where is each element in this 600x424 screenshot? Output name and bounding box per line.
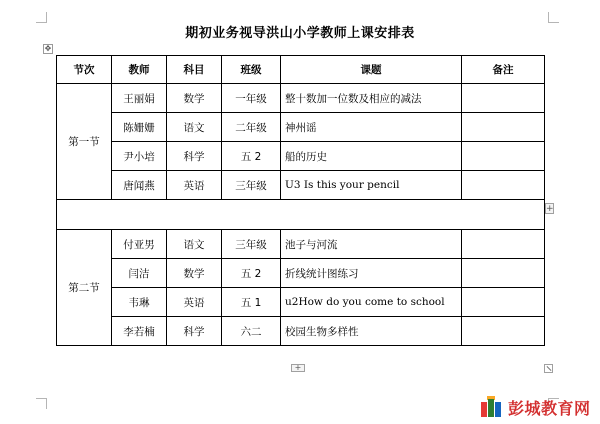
topic-cell: u2How do you come to school bbox=[281, 288, 462, 317]
note-cell bbox=[462, 113, 545, 142]
watermark-text: 彭城教育网 bbox=[508, 398, 591, 418]
teacher-cell: 王丽娟 bbox=[112, 84, 167, 113]
header-class: 班级 bbox=[222, 56, 281, 84]
note-cell bbox=[462, 142, 545, 171]
header-period: 节次 bbox=[57, 56, 112, 84]
topic-cell: 折线统计图练习 bbox=[281, 259, 462, 288]
add-column-plus-icon[interactable]: + bbox=[546, 204, 554, 214]
move-cross-icon[interactable]: ✥ bbox=[44, 44, 52, 53]
teacher-cell: 闫洁 bbox=[112, 259, 167, 288]
teacher-cell: 尹小培 bbox=[112, 142, 167, 171]
class-cell: 三年级 bbox=[222, 171, 281, 200]
class-cell: 三年级 bbox=[222, 230, 281, 259]
subject-cell: 语文 bbox=[167, 230, 222, 259]
table-header-row bbox=[57, 56, 545, 84]
table-row bbox=[57, 230, 545, 259]
resize-icon[interactable] bbox=[544, 364, 553, 373]
topic-cell: 船的历史 bbox=[281, 142, 462, 171]
page-corner-mark-bottom-left bbox=[36, 398, 47, 409]
header-teacher: 教师 bbox=[112, 56, 167, 84]
class-cell: 五 2 bbox=[222, 259, 281, 288]
watermark bbox=[480, 395, 591, 419]
period-cell: 第二节 bbox=[57, 230, 112, 346]
class-cell: 六二 bbox=[222, 317, 281, 346]
class-cell: 二年级 bbox=[222, 113, 281, 142]
subject-cell: 科学 bbox=[167, 142, 222, 171]
note-cell bbox=[462, 288, 545, 317]
subject-cell: 语文 bbox=[167, 113, 222, 142]
class-cell: 一年级 bbox=[222, 84, 281, 113]
teacher-cell: 陈姗姗 bbox=[112, 113, 167, 142]
table-row bbox=[57, 317, 545, 346]
books-logo-icon bbox=[480, 396, 504, 418]
topic-cell: 整十数加一位数及相应的减法 bbox=[281, 84, 462, 113]
period-cell: 第一节 bbox=[57, 84, 112, 200]
topic-cell: U3 Is this your pencil bbox=[281, 171, 462, 200]
note-cell bbox=[462, 230, 545, 259]
document-title: 期初业务视导洪山小学教师上课安排表 bbox=[185, 26, 415, 41]
subject-cell: 英语 bbox=[167, 288, 222, 317]
subject-cell: 科学 bbox=[167, 317, 222, 346]
subject-cell: 数学 bbox=[167, 84, 222, 113]
table-row bbox=[57, 84, 545, 113]
topic-cell: 校园生物多样性 bbox=[281, 317, 462, 346]
add-row-plus-icon[interactable]: + bbox=[291, 364, 305, 372]
subject-cell: 英语 bbox=[167, 171, 222, 200]
class-cell: 五 2 bbox=[222, 142, 281, 171]
header-subject: 科目 bbox=[167, 56, 222, 84]
schedule-table bbox=[56, 55, 545, 346]
header-topic: 课题 bbox=[281, 56, 462, 84]
note-cell bbox=[462, 317, 545, 346]
note-cell bbox=[462, 84, 545, 113]
note-cell bbox=[462, 259, 545, 288]
class-cell: 五 1 bbox=[222, 288, 281, 317]
table-row bbox=[57, 142, 545, 171]
teacher-cell: 韦琳 bbox=[112, 288, 167, 317]
teacher-cell: 李若楠 bbox=[112, 317, 167, 346]
table-row bbox=[57, 113, 545, 142]
teacher-cell: 付亚男 bbox=[112, 230, 167, 259]
topic-cell: 池子与河流 bbox=[281, 230, 462, 259]
table-row bbox=[57, 259, 545, 288]
topic-cell: 神州谣 bbox=[281, 113, 462, 142]
spacer-cell bbox=[57, 200, 545, 230]
teacher-cell: 唐闻燕 bbox=[112, 171, 167, 200]
subject-cell: 数学 bbox=[167, 259, 222, 288]
table-row bbox=[57, 288, 545, 317]
header-note: 备注 bbox=[462, 56, 545, 84]
note-cell bbox=[462, 171, 545, 200]
table-row bbox=[57, 171, 545, 200]
spacer-row bbox=[57, 200, 545, 230]
